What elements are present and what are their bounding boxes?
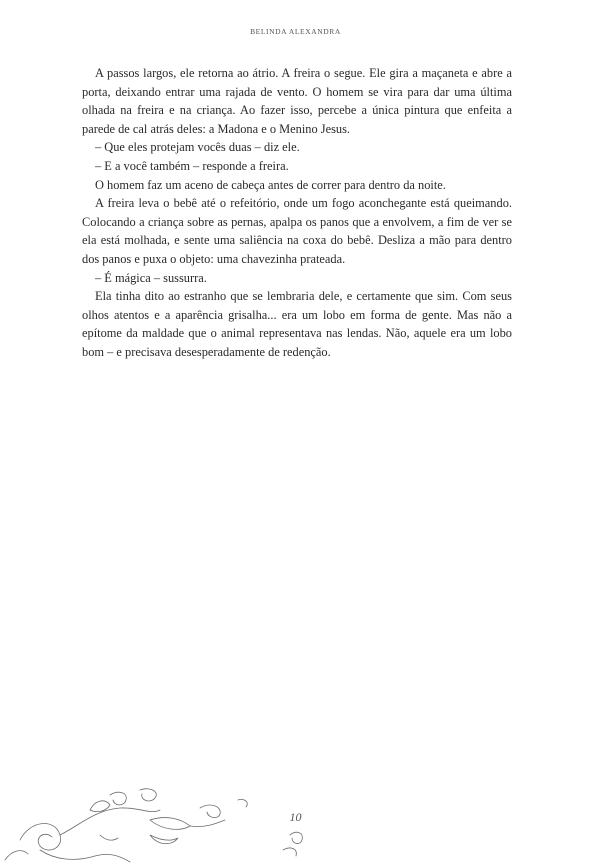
paragraph: – E a você também – responde a freira. bbox=[95, 158, 289, 173]
running-header: BELINDA ALEXANDRA bbox=[250, 27, 341, 36]
paragraph: Ela tinha dito ao estranho que se lembraria dele, e certamente que sim. Com seus olhos atentos e a aparência grisalha... era um lobo em forma de gente. Mas não a epítome da maldade que o animal representava nas lendas. Não, aquele era um lobo bom – e precisava desesperadamente de redenção. bbox=[82, 289, 512, 359]
paragraph: – Que eles protejam vocês duas – diz ele. bbox=[95, 140, 300, 155]
paragraph: O homem faz um aceno de cabeça antes de correr para dentro da noite. bbox=[95, 177, 446, 192]
paragraph: A passos largos, ele retorna ao átrio. A freira o segue. Ele gira a maçaneta e abre a porta, deixando entrar uma rajada de vento. O homem se vira para dar uma última olhada na freira e na criança. Ao fazer isso, percebe a única pintura que enfeita a parede de cal atrás deles: a Madona e o Menino Jesus. bbox=[82, 66, 512, 136]
paragraph: A freira leva o bebê até o refeitório, onde um fogo aconchegante está queimando. Colocando a criança sobre as pernas, apalpa os panos que a envolvem, a fim de ver se ela está molhada, e sente uma saliência na coxa do bebê. Desliza a mão para dentro dos panos e puxa o objeto: uma chavezinha prateada. bbox=[82, 196, 512, 266]
page-number: 10 bbox=[289, 810, 302, 824]
paragraph: – É mágica – sussurra. bbox=[95, 270, 207, 285]
body-text bbox=[82, 64, 512, 362]
